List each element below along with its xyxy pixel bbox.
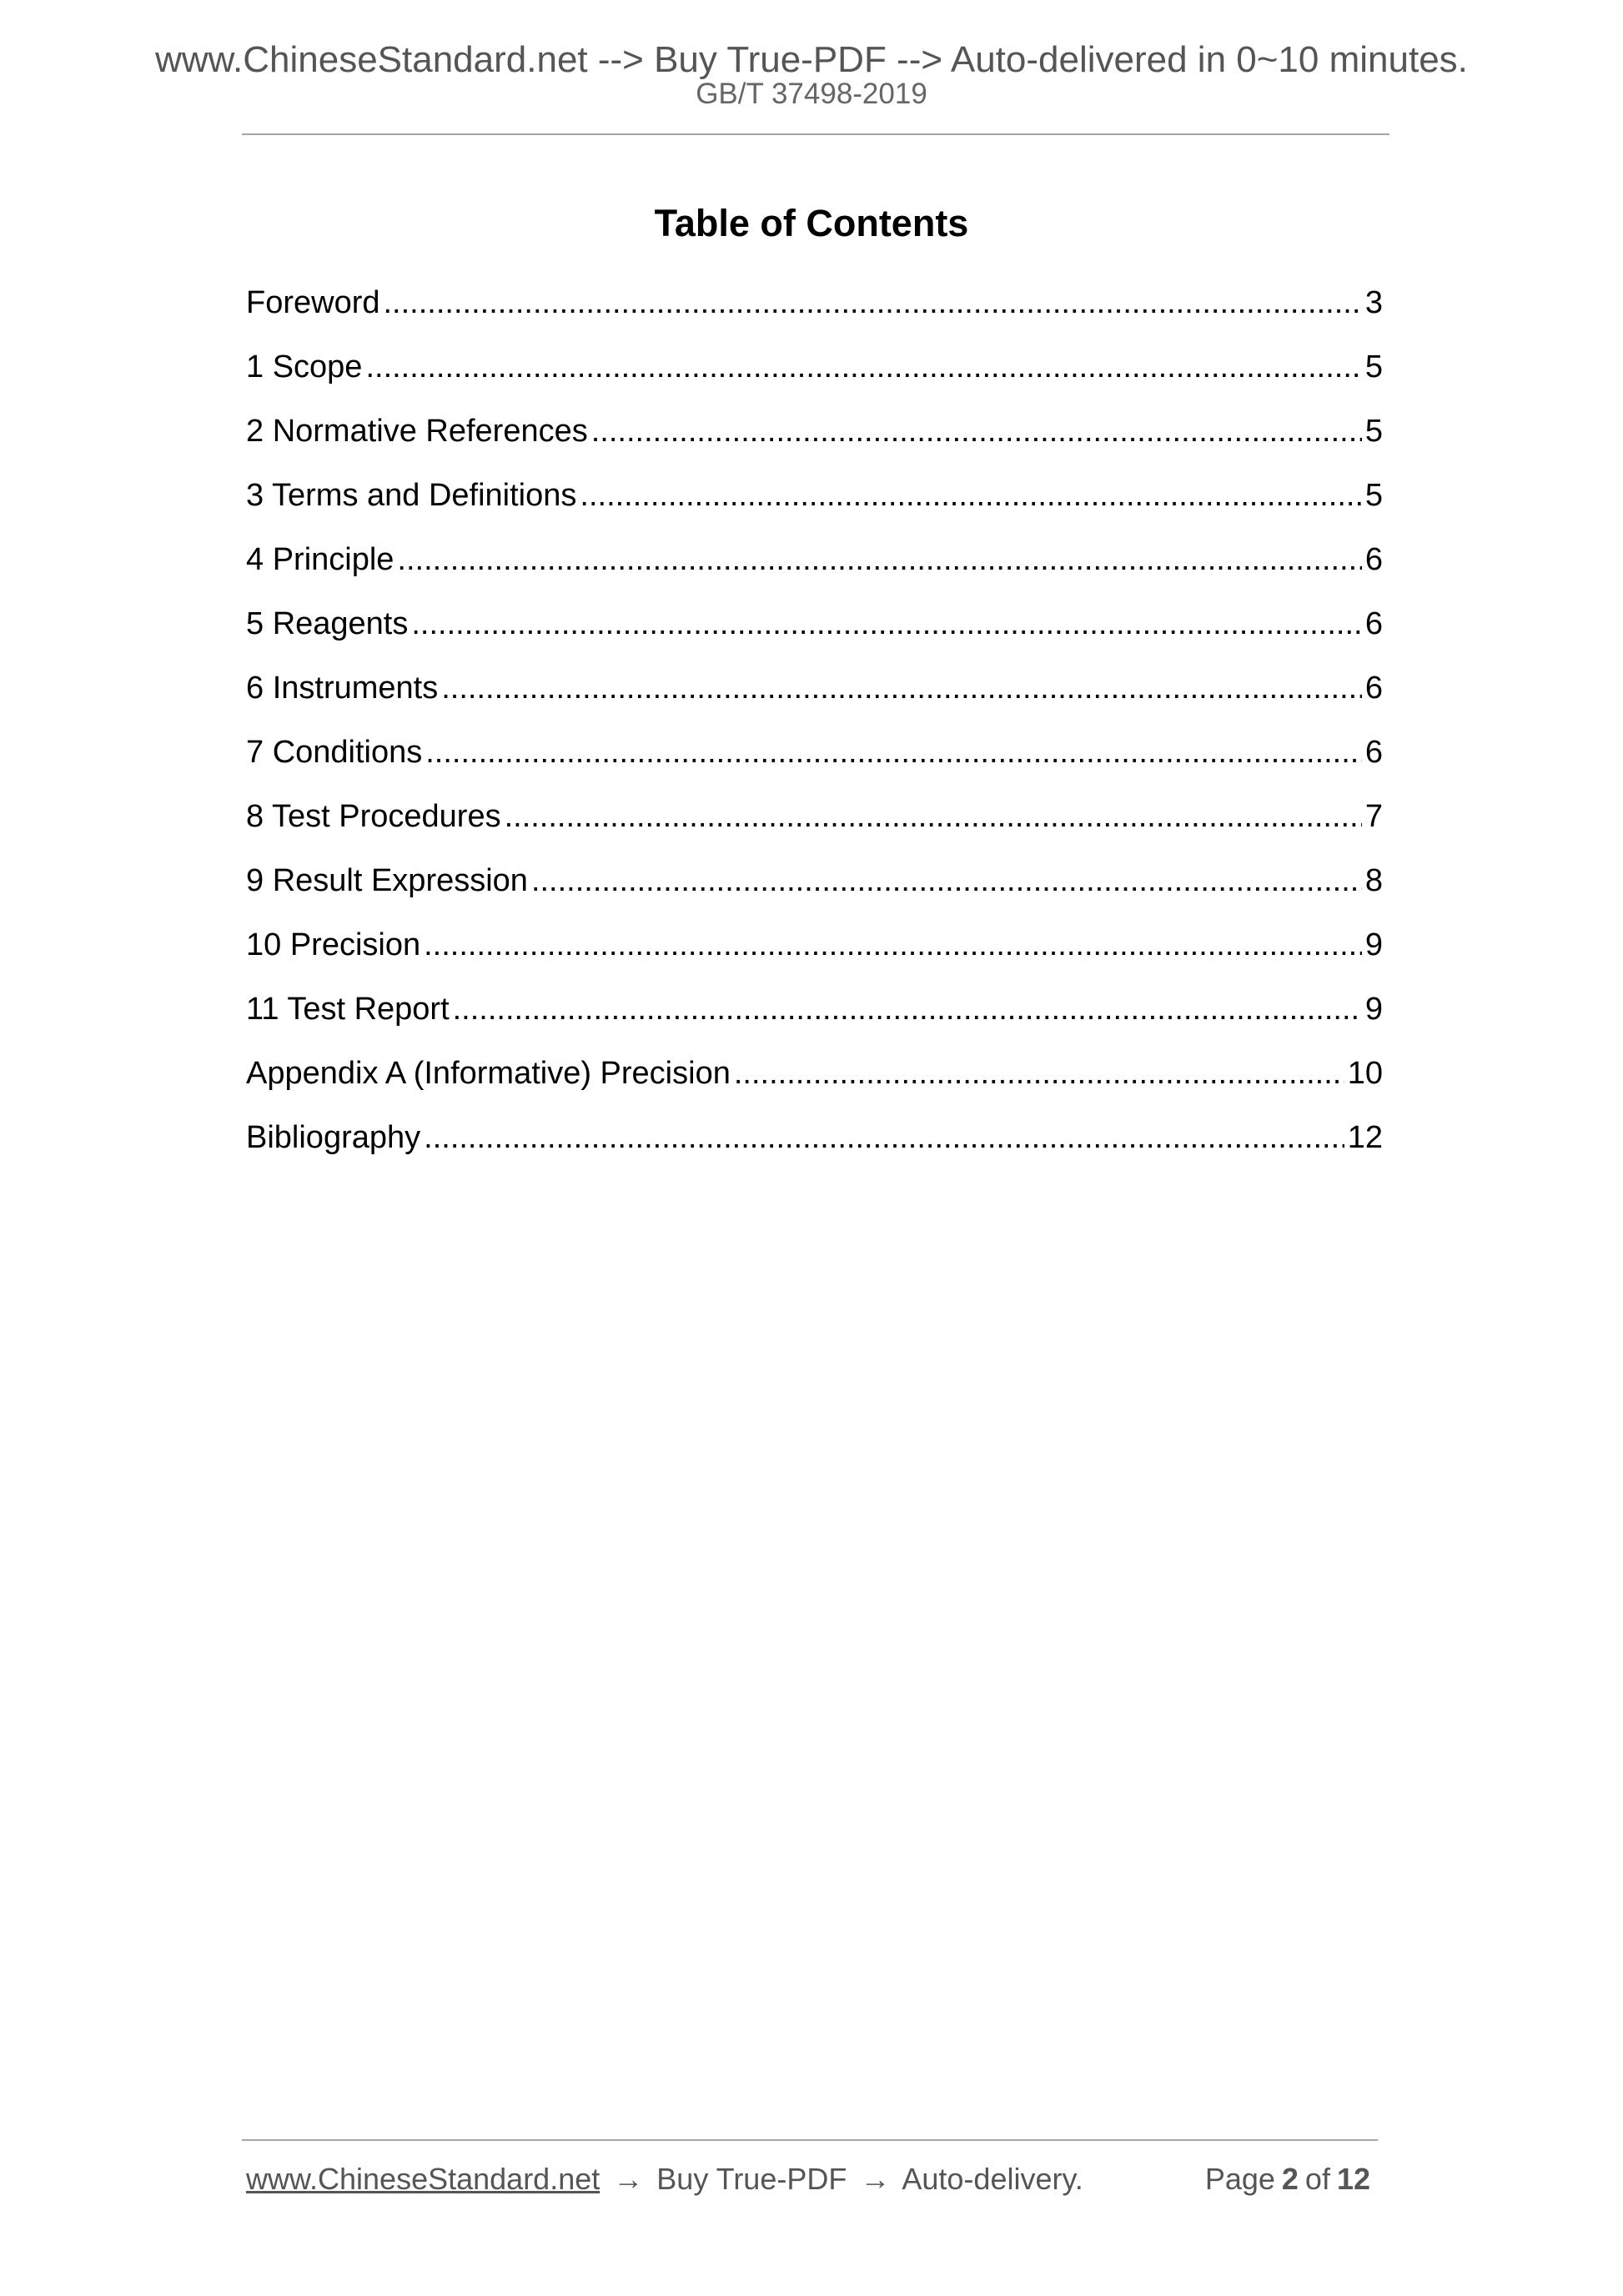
site-banner: www.ChineseStandard.net --> Buy True-PDF --> Auto-delivered in 0~10 minutes.: [155, 39, 1468, 80]
toc-entry-result-expression[interactable]: [246, 862, 1383, 926]
page-footer: [246, 2164, 1380, 2194]
toc-leader-dots: [397, 540, 1361, 579]
page-number: [1205, 2164, 1377, 2194]
page-word: Page: [1204, 2162, 1275, 2196]
page-of: of: [1304, 2162, 1330, 2196]
toc-entry-bibliography[interactable]: [246, 1118, 1383, 1183]
toc-entry-page: 6: [1364, 735, 1383, 770]
toc-entry-instruments[interactable]: [246, 669, 1383, 733]
toc-leader-dots: [580, 476, 1361, 515]
toc-entry-appendix-a[interactable]: [246, 1054, 1383, 1118]
toc-entry-label: 11 Test Report: [246, 992, 450, 1027]
footer-divider: [242, 2139, 1378, 2141]
footer-buy-text: Buy True-PDF: [656, 2162, 847, 2196]
toc-title: Table of Contents: [654, 202, 969, 244]
toc-leader-dots: [425, 733, 1362, 771]
toc-entry-page: 5: [1364, 414, 1383, 449]
toc-leader-dots: [441, 669, 1362, 707]
toc-entry-foreword[interactable]: [246, 284, 1383, 348]
toc-entry-page: 7: [1364, 799, 1383, 834]
toc-entry-test-procedures[interactable]: [246, 797, 1383, 862]
toc-entry-page: 10: [1347, 1056, 1383, 1091]
toc-entry-label: 5 Reagents: [246, 606, 409, 641]
toc-entry-page: 5: [1364, 478, 1383, 513]
arrow-right-icon: →: [613, 2162, 644, 2196]
toc-entry-page: 12: [1347, 1120, 1383, 1155]
toc-entry-label: 9 Result Expression: [246, 863, 528, 898]
toc-entry-conditions[interactable]: [246, 733, 1383, 797]
toc-entry-label: Appendix A (Informative) Precision: [246, 1056, 731, 1091]
arrow-right-icon: →: [860, 2162, 891, 2196]
toc-leader-dots: [734, 1054, 1344, 1093]
toc-entry-terms-definitions[interactable]: [246, 476, 1383, 540]
toc-entry-principle[interactable]: [246, 540, 1383, 605]
footer-site-link[interactable]: www.ChineseStandard.net: [246, 2162, 600, 2196]
toc-leader-dots: [505, 797, 1362, 836]
toc-entry-page: 3: [1364, 285, 1383, 320]
toc-entry-label: Foreword: [246, 285, 380, 320]
toc-entry-label: Bibliography: [246, 1120, 421, 1155]
toc-entry-label: 10 Precision: [246, 927, 421, 962]
toc-entry-test-report[interactable]: [246, 990, 1383, 1054]
toc-entry-page: 6: [1364, 671, 1383, 706]
toc-entry-precision[interactable]: [246, 926, 1383, 990]
toc-entry-label: 7 Conditions: [246, 735, 423, 770]
toc-entry-page: 9: [1364, 992, 1383, 1027]
toc-entry-page: 9: [1364, 927, 1383, 962]
toc-entry-page: 6: [1364, 606, 1383, 641]
toc-leader-dots: [453, 990, 1362, 1028]
toc-entry-scope[interactable]: [246, 348, 1383, 412]
toc-leader-dots: [424, 1118, 1344, 1157]
toc-entry-page: 6: [1364, 542, 1383, 577]
toc-entry-reagents[interactable]: [246, 605, 1383, 669]
toc-entry-page: 8: [1364, 863, 1383, 898]
toc-entry-normative-references[interactable]: [246, 412, 1383, 476]
toc-leader-dots: [411, 605, 1361, 643]
toc-entry-label: 6 Instruments: [246, 671, 439, 706]
toc-list: [246, 284, 1383, 1183]
toc-entry-page: 5: [1364, 349, 1383, 384]
page-current: 2: [1281, 2162, 1299, 2196]
toc-entry-label: 3 Terms and Definitions: [246, 478, 577, 513]
document-code: GB/T 37498-2019: [696, 78, 927, 110]
footer-delivery-text: Auto-delivery.: [902, 2162, 1083, 2196]
toc-entry-label: 8 Test Procedures: [246, 799, 501, 834]
toc-entry-label: 2 Normative References: [246, 414, 588, 449]
toc-leader-dots: [424, 926, 1362, 964]
toc-leader-dots: [384, 284, 1362, 322]
toc-leader-dots: [591, 412, 1362, 450]
page-total: 12: [1336, 2162, 1370, 2196]
toc-leader-dots: [365, 348, 1361, 386]
toc-entry-label: 1 Scope: [246, 349, 363, 384]
toc-leader-dots: [531, 862, 1362, 900]
header-divider: [242, 133, 1389, 135]
toc-entry-label: 4 Principle: [246, 542, 394, 577]
